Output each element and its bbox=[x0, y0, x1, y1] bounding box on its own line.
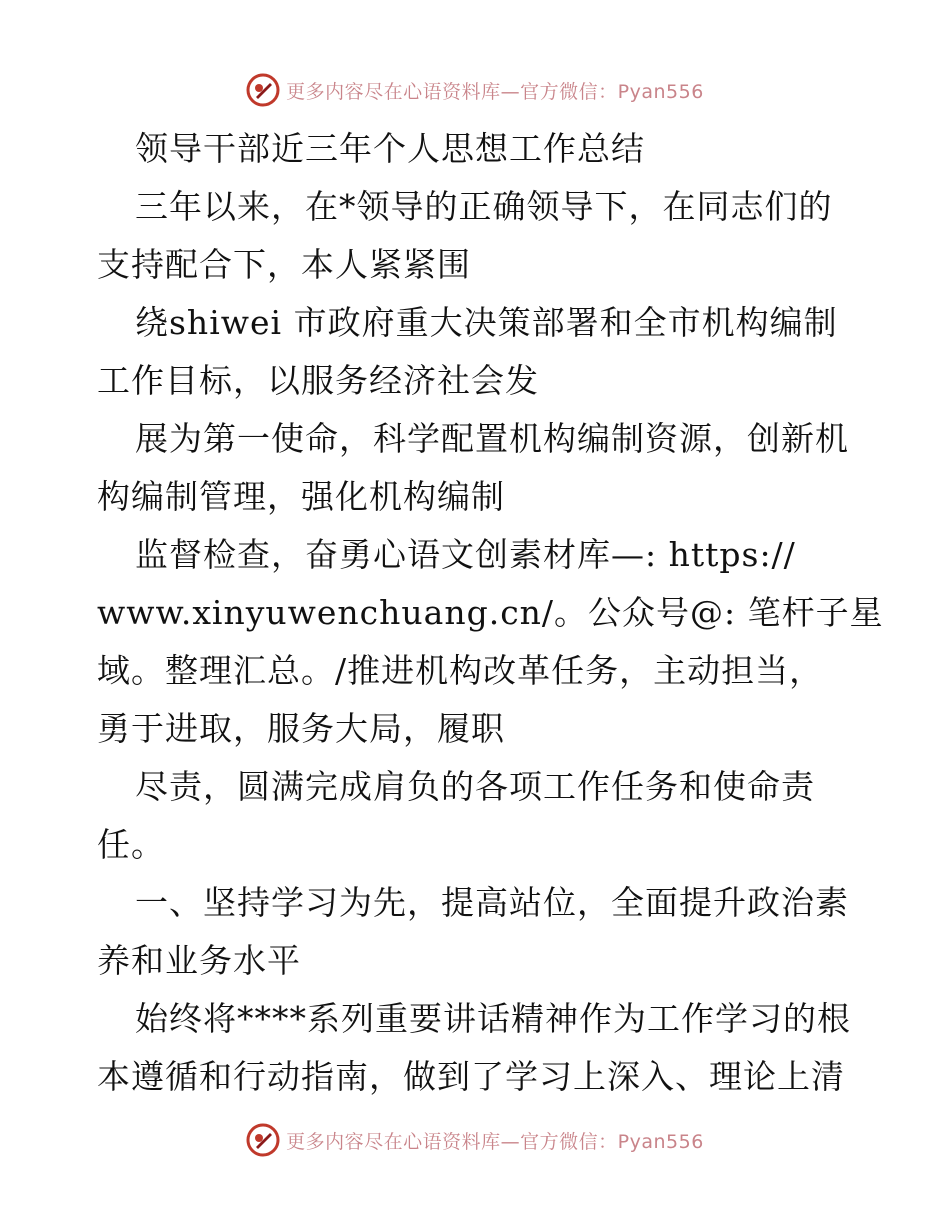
doc-line: 始终将****系列重要讲话精神作为工作学习的根 bbox=[135, 999, 851, 1038]
footer-banner-text: 更多内容尽在心语资料库—官方微信：Pyan556 bbox=[286, 1130, 704, 1153]
doc-line: 勇于进取，服务大局，履职 bbox=[97, 709, 505, 748]
brand-logo-icon bbox=[246, 73, 280, 107]
doc-line: 监督检查，奋勇心语文创素材库—: https:// bbox=[135, 535, 796, 574]
doc-line: 本遵循和行动指南，做到了学习上深入、理论上清 bbox=[97, 1057, 845, 1096]
doc-line: 绕shiwei 市政府重大决策部署和全市机构编制 bbox=[135, 303, 838, 342]
doc-line: 展为第一使命，科学配置机构编制资源，创新机 bbox=[135, 419, 849, 458]
doc-line: 构编制管理，强化机构编制 bbox=[97, 477, 505, 516]
doc-line: 支持配合下，本人紧紧围 bbox=[97, 245, 471, 284]
doc-line: 三年以来，在*领导的正确领导下，在同志们的 bbox=[135, 187, 833, 226]
header-banner bbox=[0, 70, 950, 110]
doc-title: 领导干部近三年个人思想工作总结 bbox=[135, 129, 645, 168]
section-heading: 养和业务水平 bbox=[97, 941, 301, 980]
doc-line: www.xinyuwenchuang.cn/。公众号@: 笔杆子星 bbox=[97, 593, 884, 632]
doc-line: 任。 bbox=[97, 825, 165, 864]
header-banner-text: 更多内容尽在心语资料库—官方微信：Pyan556 bbox=[286, 80, 704, 103]
document-body bbox=[97, 120, 884, 1106]
doc-line: 工作目标，以服务经济社会发 bbox=[97, 361, 539, 400]
doc-line: 尽责，圆满完成肩负的各项工作任务和使命责 bbox=[135, 767, 815, 806]
brand-logo-icon bbox=[246, 1123, 280, 1157]
footer-banner bbox=[0, 1120, 950, 1160]
section-heading: 一、坚持学习为先，提高站位，全面提升政治素 bbox=[135, 883, 849, 922]
doc-line: 域。整理汇总。/推进机构改革任务，主动担当， bbox=[97, 651, 824, 690]
